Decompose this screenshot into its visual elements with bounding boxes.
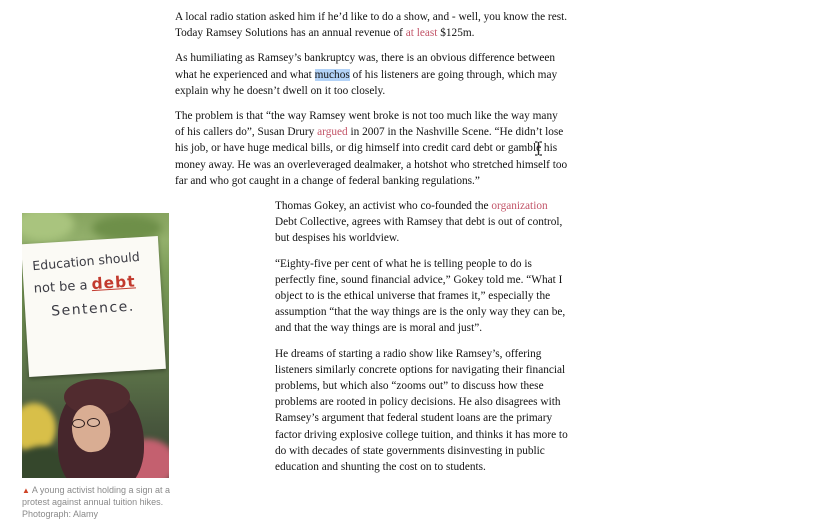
glasses-icon	[72, 419, 85, 428]
text-segment: A local radio station asked him if he’d like to do a show, and - well, you know the rest. Today Ramsey Solutions has an annual revenue of	[175, 11, 568, 40]
text-segment: “Eighty-five per cent of what he is telling people to do is perfectly fine, sound financial advice,” Gokey told me. “What I object to is the ethical universe that frames it,” especially the assumption “that the way things are is the only way they can be, and that the way things are is moral and just”.	[275, 257, 566, 335]
text-cursor-icon	[534, 141, 543, 156]
inline-link[interactable]: at least	[405, 27, 438, 40]
paragraph	[175, 108, 569, 189]
text-segment: Debt Collective, agrees with Ramsey that debt is out of control, but despises his worldview.	[275, 216, 563, 245]
sign-word-debt: debt	[90, 272, 137, 294]
text-segment: in 2007 in the Nashville Scene. “He didn’t lose his job, or have huge medical bills, or dig himself into credit card debt or gamble his money away. He was an overleveraged dealmaker, a hotshot who stretched himself too far and who got caught in a change of federal banking regulations.”	[175, 126, 568, 187]
caption-triangle-icon: ▲	[22, 486, 30, 495]
foliage-blob	[22, 213, 74, 241]
text-segment: of his listeners are going through, which may explain why he doesn’t dwell on it too closely.	[175, 68, 558, 97]
glasses-icon	[87, 418, 100, 427]
figure-text-wrap-spacer	[175, 198, 275, 486]
text-segment: $125m.	[437, 27, 475, 40]
sign-line-2-plain: not be a	[33, 278, 88, 297]
protest-sign	[22, 236, 166, 377]
text-segment: He dreams of starting a radio show like Ramsey’s, offering listeners similarly concrete options for navigating their financial problems, but which also “zooms out” to discuss how these problems are rooted in policy decisions. He also disagrees with Ramsey’s argument that federal student loans are the primary factor driving explosive college tuition, and thinks it has more to do with decades of state governments disinvesting in public education and shunting the cost on to students.	[275, 347, 568, 474]
photo-credit: Photograph: Alamy	[22, 509, 99, 519]
inline-link[interactable]: argued	[317, 126, 348, 139]
sign-line-1: Education should	[31, 248, 141, 274]
sign-line-2	[33, 271, 156, 296]
caption-text: A young activist holding a sign at a protest against annual tuition hikes.	[22, 485, 171, 507]
image-caption	[22, 485, 170, 521]
text-segment: As humiliating as Ramsey’s bankruptcy was, there is an obvious difference between what he experienced and what	[175, 52, 556, 81]
text-segment: The problem is that “the way Ramsey went broke is not too much like the way many of his callers do”, Susan Drury	[175, 110, 558, 139]
text-segment: Thomas Gokey, an activist who co-founded the	[275, 200, 492, 213]
protest-photo	[22, 213, 169, 478]
highlighted-word: muchos	[314, 68, 350, 81]
paragraph	[175, 50, 569, 99]
article-column	[175, 0, 569, 486]
inline-link[interactable]: organization	[491, 200, 548, 213]
paragraph	[175, 9, 569, 41]
sign-line-3: Sentence.	[50, 298, 136, 320]
article-figure	[22, 213, 172, 521]
